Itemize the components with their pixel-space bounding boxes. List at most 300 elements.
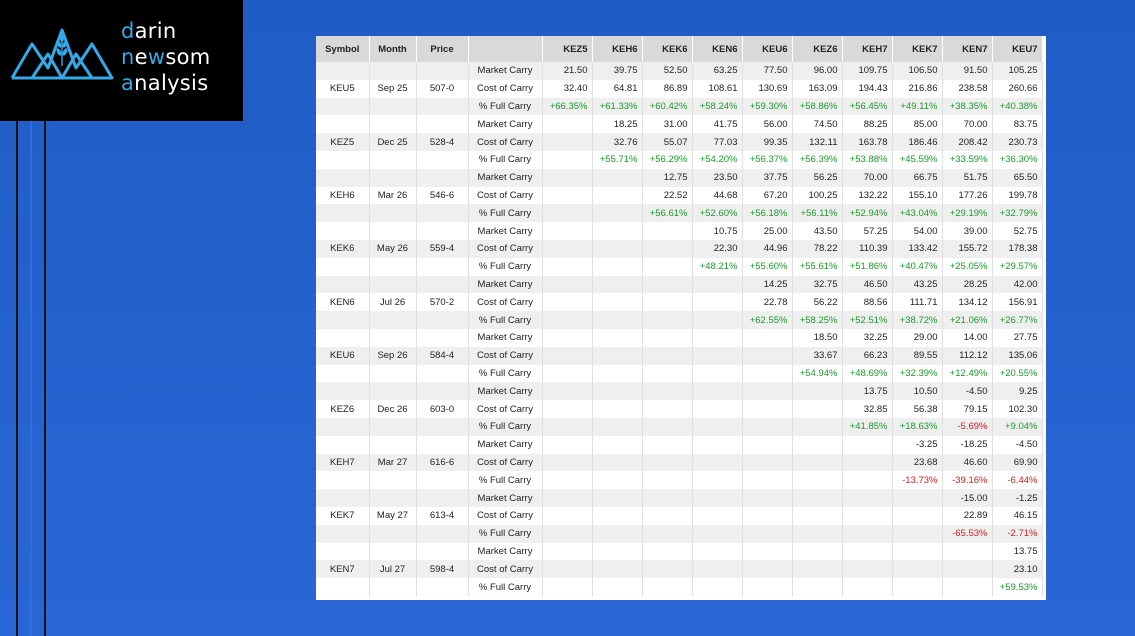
cell-row-label: % Full Carry bbox=[468, 578, 542, 596]
table-row bbox=[316, 578, 1042, 596]
cell-price bbox=[416, 276, 468, 294]
cell-value: +62.55% bbox=[742, 311, 792, 329]
cell-value: 110.39 bbox=[842, 240, 892, 258]
cell-value bbox=[592, 169, 642, 187]
cell-value: 56.25 bbox=[792, 169, 842, 187]
cell-price bbox=[416, 62, 468, 80]
cell-value: 13.75 bbox=[992, 543, 1042, 561]
cell-value: +59.30% bbox=[742, 98, 792, 116]
cell-value: 77.03 bbox=[692, 133, 742, 151]
cell-value bbox=[542, 133, 592, 151]
cell-value: 32.40 bbox=[542, 80, 592, 98]
cell-value bbox=[542, 169, 592, 187]
cell-value: 55.07 bbox=[642, 133, 692, 151]
cell-value: 74.50 bbox=[792, 115, 842, 133]
cell-value bbox=[642, 240, 692, 258]
cell-value bbox=[842, 507, 892, 525]
cell-value bbox=[642, 311, 692, 329]
cell-value: 109.75 bbox=[842, 62, 892, 80]
header-contract: KEZ6 bbox=[792, 36, 842, 62]
cell-value: 102.30 bbox=[992, 400, 1042, 418]
cell-value: 89.55 bbox=[892, 347, 942, 365]
cell-value bbox=[692, 578, 742, 596]
cell-row-label: Cost of Carry bbox=[468, 454, 542, 472]
cell-value: 28.25 bbox=[942, 276, 992, 294]
cell-month bbox=[369, 258, 416, 276]
cell-price: 507-0 bbox=[416, 80, 468, 98]
cell-symbol: KEZ6 bbox=[316, 400, 369, 418]
cell-value: 18.50 bbox=[792, 329, 842, 347]
header-type bbox=[468, 36, 542, 62]
cell-value bbox=[592, 222, 642, 240]
cell-symbol bbox=[316, 311, 369, 329]
cell-value bbox=[692, 560, 742, 578]
cell-value bbox=[742, 507, 792, 525]
cell-value: +48.69% bbox=[842, 365, 892, 383]
cell-row-label: Market Carry bbox=[468, 436, 542, 454]
cell-value bbox=[742, 329, 792, 347]
table-row bbox=[316, 560, 1042, 578]
cell-value bbox=[542, 115, 592, 133]
cell-value bbox=[592, 382, 642, 400]
cell-value bbox=[542, 382, 592, 400]
cell-value: 32.85 bbox=[842, 400, 892, 418]
cell-price bbox=[416, 578, 468, 596]
cell-value: 32.75 bbox=[792, 276, 842, 294]
cell-row-label: Market Carry bbox=[468, 169, 542, 187]
cell-price: 546-6 bbox=[416, 187, 468, 205]
cell-value bbox=[692, 471, 742, 489]
cell-value: -6.44% bbox=[992, 471, 1042, 489]
cell-value bbox=[792, 454, 842, 472]
cell-value: 56.22 bbox=[792, 293, 842, 311]
cell-value: +56.18% bbox=[742, 204, 792, 222]
cell-price: 528-4 bbox=[416, 133, 468, 151]
cell-value: -15.00 bbox=[942, 489, 992, 507]
cell-value: 44.96 bbox=[742, 240, 792, 258]
cell-symbol: KEZ5 bbox=[316, 133, 369, 151]
cell-value: 57.25 bbox=[842, 222, 892, 240]
cell-value: 22.89 bbox=[942, 507, 992, 525]
cell-value bbox=[592, 187, 642, 205]
table-row bbox=[316, 80, 1042, 98]
cell-symbol bbox=[316, 436, 369, 454]
cell-value bbox=[642, 276, 692, 294]
cell-price bbox=[416, 222, 468, 240]
cell-value bbox=[942, 578, 992, 596]
cell-value: -18.25 bbox=[942, 436, 992, 454]
cell-value bbox=[642, 329, 692, 347]
table-row bbox=[316, 471, 1042, 489]
table-row bbox=[316, 418, 1042, 436]
cell-symbol bbox=[316, 418, 369, 436]
cell-value bbox=[692, 525, 742, 543]
cell-value: +52.94% bbox=[842, 204, 892, 222]
cell-value: +55.60% bbox=[742, 258, 792, 276]
cell-value: +18.63% bbox=[892, 418, 942, 436]
cell-value: 9.25 bbox=[992, 382, 1042, 400]
cell-value bbox=[542, 329, 592, 347]
cell-value: 163.78 bbox=[842, 133, 892, 151]
cell-month bbox=[369, 311, 416, 329]
cell-value bbox=[642, 293, 692, 311]
cell-month: May 26 bbox=[369, 240, 416, 258]
cell-value: +9.04% bbox=[992, 418, 1042, 436]
cell-value bbox=[792, 418, 842, 436]
cell-value bbox=[642, 489, 692, 507]
cell-value bbox=[642, 543, 692, 561]
header-month: Month bbox=[369, 36, 416, 62]
cell-value: +40.47% bbox=[892, 258, 942, 276]
cell-row-label: % Full Carry bbox=[468, 525, 542, 543]
cell-value: 23.50 bbox=[692, 169, 742, 187]
cell-value bbox=[642, 418, 692, 436]
cell-value bbox=[542, 151, 592, 169]
cell-value bbox=[792, 507, 842, 525]
cell-value: 199.78 bbox=[992, 187, 1042, 205]
cell-value: 43.25 bbox=[892, 276, 942, 294]
cell-symbol bbox=[316, 62, 369, 80]
cell-value: 177.26 bbox=[942, 187, 992, 205]
cell-value bbox=[692, 543, 742, 561]
cell-month bbox=[369, 365, 416, 383]
cell-value bbox=[742, 436, 792, 454]
cell-value bbox=[542, 560, 592, 578]
cell-value: -5.69% bbox=[942, 418, 992, 436]
cell-value: 78.22 bbox=[792, 240, 842, 258]
cell-month bbox=[369, 204, 416, 222]
cell-value bbox=[642, 507, 692, 525]
cell-value bbox=[542, 258, 592, 276]
cell-price: 598-4 bbox=[416, 560, 468, 578]
cell-price: 584-4 bbox=[416, 347, 468, 365]
cell-value bbox=[742, 471, 792, 489]
cell-value bbox=[592, 489, 642, 507]
table-row bbox=[316, 400, 1042, 418]
cell-value bbox=[542, 187, 592, 205]
cell-value bbox=[842, 454, 892, 472]
cell-value bbox=[642, 578, 692, 596]
left-border-line-2 bbox=[44, 120, 46, 636]
cell-value: +12.49% bbox=[942, 365, 992, 383]
table-row bbox=[316, 293, 1042, 311]
cell-value: -1.25 bbox=[992, 489, 1042, 507]
cell-value bbox=[592, 418, 642, 436]
cell-row-label: % Full Carry bbox=[468, 151, 542, 169]
cell-value bbox=[692, 436, 742, 454]
cell-value: +61.33% bbox=[592, 98, 642, 116]
cell-value: +25.05% bbox=[942, 258, 992, 276]
cell-value bbox=[742, 400, 792, 418]
cell-row-label: Market Carry bbox=[468, 489, 542, 507]
cell-value: +32.39% bbox=[892, 365, 942, 383]
cell-value: 132.22 bbox=[842, 187, 892, 205]
cell-row-label: % Full Carry bbox=[468, 258, 542, 276]
cell-value bbox=[742, 578, 792, 596]
cell-symbol: KEU6 bbox=[316, 347, 369, 365]
header-contract: KEU6 bbox=[742, 36, 792, 62]
cell-month bbox=[369, 98, 416, 116]
table-row bbox=[316, 240, 1042, 258]
cell-value: +58.86% bbox=[792, 98, 842, 116]
cell-value bbox=[842, 436, 892, 454]
cell-month bbox=[369, 418, 416, 436]
cell-price bbox=[416, 543, 468, 561]
cell-value bbox=[692, 382, 742, 400]
cell-value bbox=[742, 454, 792, 472]
cell-value bbox=[792, 578, 842, 596]
cell-value: 10.75 bbox=[692, 222, 742, 240]
cell-row-label: Cost of Carry bbox=[468, 133, 542, 151]
cell-value bbox=[642, 222, 692, 240]
cell-value bbox=[642, 365, 692, 383]
cell-value: 79.15 bbox=[942, 400, 992, 418]
cell-symbol: KEN7 bbox=[316, 560, 369, 578]
cell-value bbox=[542, 489, 592, 507]
cell-value bbox=[542, 365, 592, 383]
cell-row-label: Cost of Carry bbox=[468, 507, 542, 525]
cell-month: Mar 26 bbox=[369, 187, 416, 205]
cell-value: 18.25 bbox=[592, 115, 642, 133]
cell-value: -2.71% bbox=[992, 525, 1042, 543]
cell-price: 603-0 bbox=[416, 400, 468, 418]
cell-value bbox=[542, 578, 592, 596]
cell-value bbox=[592, 471, 642, 489]
cell-price bbox=[416, 258, 468, 276]
cell-value bbox=[542, 471, 592, 489]
table-row bbox=[316, 187, 1042, 205]
cell-value: +60.42% bbox=[642, 98, 692, 116]
cell-value: 43.50 bbox=[792, 222, 842, 240]
cell-value: +58.24% bbox=[692, 98, 742, 116]
cell-value: +32.79% bbox=[992, 204, 1042, 222]
cell-month bbox=[369, 525, 416, 543]
cell-row-label: % Full Carry bbox=[468, 311, 542, 329]
cell-value: +49.11% bbox=[892, 98, 942, 116]
cell-month: Dec 26 bbox=[369, 400, 416, 418]
cell-price: 559-4 bbox=[416, 240, 468, 258]
cell-value bbox=[792, 489, 842, 507]
cell-value: +38.72% bbox=[892, 311, 942, 329]
header-contract: KEN7 bbox=[942, 36, 992, 62]
cell-value: 22.30 bbox=[692, 240, 742, 258]
cell-month bbox=[369, 222, 416, 240]
cell-value bbox=[542, 311, 592, 329]
cell-price bbox=[416, 98, 468, 116]
cell-month bbox=[369, 276, 416, 294]
carry-table-panel bbox=[316, 36, 1046, 600]
cell-value bbox=[542, 293, 592, 311]
cell-value: 155.10 bbox=[892, 187, 942, 205]
cell-value bbox=[592, 293, 642, 311]
cell-value bbox=[592, 400, 642, 418]
cell-value: 13.75 bbox=[842, 382, 892, 400]
cell-value: +56.29% bbox=[642, 151, 692, 169]
cell-value: 46.15 bbox=[992, 507, 1042, 525]
header-contract: KEH6 bbox=[592, 36, 642, 62]
cell-value: -4.50 bbox=[992, 436, 1042, 454]
cell-symbol bbox=[316, 543, 369, 561]
cell-value: -13.73% bbox=[892, 471, 942, 489]
cell-value: 105.25 bbox=[992, 62, 1042, 80]
cell-value: 156.91 bbox=[992, 293, 1042, 311]
cell-price bbox=[416, 436, 468, 454]
cell-value bbox=[592, 454, 642, 472]
table-row bbox=[316, 115, 1042, 133]
cell-value bbox=[892, 543, 942, 561]
cell-price bbox=[416, 169, 468, 187]
cell-row-label: Market Carry bbox=[468, 222, 542, 240]
cell-value bbox=[742, 525, 792, 543]
cell-value: +56.37% bbox=[742, 151, 792, 169]
cell-price bbox=[416, 151, 468, 169]
cell-value bbox=[642, 525, 692, 543]
cell-value: 63.25 bbox=[692, 62, 742, 80]
logo-wordmark: darin newsom analysis bbox=[121, 19, 211, 95]
cell-month bbox=[369, 151, 416, 169]
cell-value bbox=[642, 382, 692, 400]
cell-value bbox=[642, 560, 692, 578]
cell-month: May 27 bbox=[369, 507, 416, 525]
cell-price bbox=[416, 115, 468, 133]
cell-month bbox=[369, 382, 416, 400]
table-row bbox=[316, 543, 1042, 561]
carry-table bbox=[316, 36, 1043, 596]
table-row bbox=[316, 258, 1042, 276]
cell-symbol: KEU5 bbox=[316, 80, 369, 98]
cell-value bbox=[692, 507, 742, 525]
cell-value bbox=[592, 276, 642, 294]
cell-value bbox=[642, 258, 692, 276]
table-row bbox=[316, 222, 1042, 240]
cell-symbol: KEN6 bbox=[316, 293, 369, 311]
cell-price: 616-6 bbox=[416, 454, 468, 472]
cell-price: 613-4 bbox=[416, 507, 468, 525]
cell-value: +40.38% bbox=[992, 98, 1042, 116]
cell-value: 86.89 bbox=[642, 80, 692, 98]
cell-value bbox=[892, 578, 942, 596]
cell-value: 132.11 bbox=[792, 133, 842, 151]
cell-value: 83.75 bbox=[992, 115, 1042, 133]
cell-value: +51.86% bbox=[842, 258, 892, 276]
header-symbol: Symbol bbox=[316, 36, 369, 62]
cell-price bbox=[416, 471, 468, 489]
header-price: Price bbox=[416, 36, 468, 62]
cell-row-label: Market Carry bbox=[468, 543, 542, 561]
header-contract: KEK6 bbox=[642, 36, 692, 62]
cell-value bbox=[542, 204, 592, 222]
cell-row-label: % Full Carry bbox=[468, 365, 542, 383]
cell-month bbox=[369, 115, 416, 133]
cell-value bbox=[642, 436, 692, 454]
table-header-row bbox=[316, 36, 1042, 62]
cell-value bbox=[592, 543, 642, 561]
cell-symbol bbox=[316, 222, 369, 240]
cell-value: +55.61% bbox=[792, 258, 842, 276]
cell-value: +36.30% bbox=[992, 151, 1042, 169]
cell-value bbox=[542, 454, 592, 472]
cell-value: 29.00 bbox=[892, 329, 942, 347]
cell-value bbox=[592, 329, 642, 347]
cell-price bbox=[416, 489, 468, 507]
cell-value: 186.46 bbox=[892, 133, 942, 151]
cell-value bbox=[542, 222, 592, 240]
cell-month bbox=[369, 471, 416, 489]
cell-value: 135.06 bbox=[992, 347, 1042, 365]
cell-symbol bbox=[316, 489, 369, 507]
cell-value: 134.12 bbox=[942, 293, 992, 311]
cell-value: +56.11% bbox=[792, 204, 842, 222]
table-row bbox=[316, 347, 1042, 365]
table-row bbox=[316, 311, 1042, 329]
cell-value bbox=[542, 525, 592, 543]
cell-value bbox=[642, 454, 692, 472]
cell-value: 31.00 bbox=[642, 115, 692, 133]
cell-symbol bbox=[316, 578, 369, 596]
cell-row-label: % Full Carry bbox=[468, 204, 542, 222]
cell-value bbox=[842, 560, 892, 578]
cell-value: 194.43 bbox=[842, 80, 892, 98]
cell-value bbox=[542, 400, 592, 418]
cell-value: 46.60 bbox=[942, 454, 992, 472]
cell-value: +58.25% bbox=[792, 311, 842, 329]
cell-value: 66.23 bbox=[842, 347, 892, 365]
cell-value bbox=[592, 578, 642, 596]
cell-value: +33.59% bbox=[942, 151, 992, 169]
cell-value: +43.04% bbox=[892, 204, 942, 222]
cell-value bbox=[642, 471, 692, 489]
cell-value bbox=[692, 400, 742, 418]
cell-symbol bbox=[316, 382, 369, 400]
cell-value: 85.00 bbox=[892, 115, 942, 133]
cell-month bbox=[369, 543, 416, 561]
cell-month: Jul 27 bbox=[369, 560, 416, 578]
cell-value: 14.25 bbox=[742, 276, 792, 294]
cell-value bbox=[592, 240, 642, 258]
cell-row-label: Market Carry bbox=[468, 276, 542, 294]
cell-value bbox=[542, 418, 592, 436]
cell-value: 23.68 bbox=[892, 454, 942, 472]
cell-price bbox=[416, 525, 468, 543]
cell-value bbox=[842, 489, 892, 507]
cell-price bbox=[416, 382, 468, 400]
cell-value: +48.21% bbox=[692, 258, 742, 276]
cell-value bbox=[592, 311, 642, 329]
cell-value: 66.75 bbox=[892, 169, 942, 187]
cell-value bbox=[842, 578, 892, 596]
cell-value: 260.66 bbox=[992, 80, 1042, 98]
cell-value: 51.75 bbox=[942, 169, 992, 187]
cell-value bbox=[742, 382, 792, 400]
cell-value: 70.00 bbox=[842, 169, 892, 187]
cell-row-label: Cost of Carry bbox=[468, 187, 542, 205]
cell-value: +55.71% bbox=[592, 151, 642, 169]
cell-value: 12.75 bbox=[642, 169, 692, 187]
cell-symbol bbox=[316, 98, 369, 116]
cell-value: 67.20 bbox=[742, 187, 792, 205]
cell-value bbox=[742, 418, 792, 436]
cell-price bbox=[416, 329, 468, 347]
logo bbox=[0, 0, 243, 121]
cell-value: 96.00 bbox=[792, 62, 842, 80]
header-contract: KEZ5 bbox=[542, 36, 592, 62]
cell-value: -65.53% bbox=[942, 525, 992, 543]
cell-value: 70.00 bbox=[942, 115, 992, 133]
cell-month: Sep 25 bbox=[369, 80, 416, 98]
cell-value: +56.45% bbox=[842, 98, 892, 116]
cell-value: -4.50 bbox=[942, 382, 992, 400]
cell-month bbox=[369, 436, 416, 454]
